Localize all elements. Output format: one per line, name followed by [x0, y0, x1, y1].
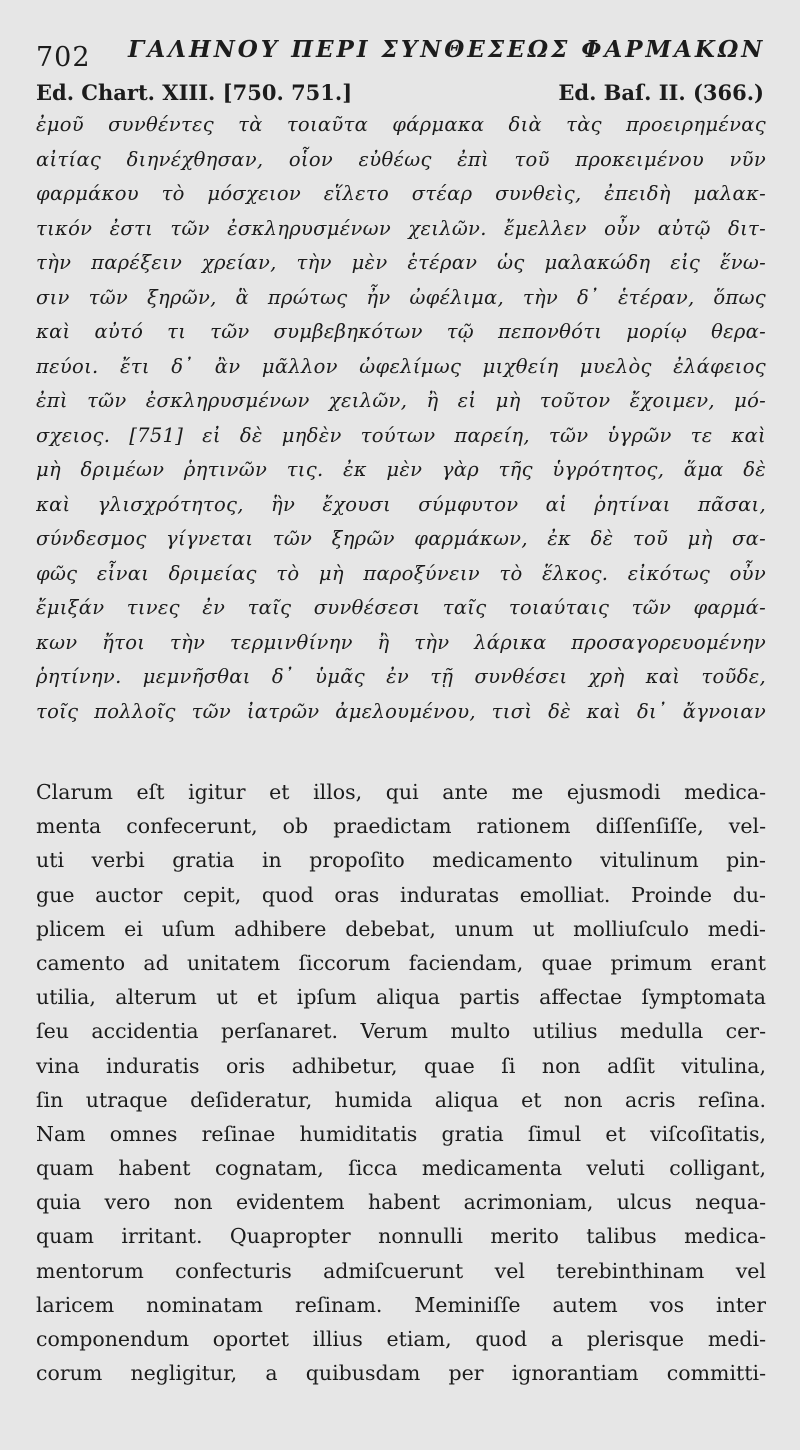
- latin-text-line: quia vero non evidentem habent acrimoniam, ulcus nequa-: [36, 1190, 766, 1215]
- greek-text-line: ῥητίνην. μεμνῆσθαι δ᾽ ὑμᾶς ἐν τῇ συνθέσει χρὴ καὶ τοῦδε,: [36, 665, 766, 688]
- latin-text-line: Clarum eſt igitur et illos, qui ante me ejusmodi medica-: [36, 780, 766, 804]
- book-title: ΓΑΛΗΝΟΥ ΠΕΡΙ ΣΥΝΘΕΣΕΩΣ ΦΑΡΜΑΚΩΝ: [128, 36, 766, 63]
- greek-text-line: καὶ γλισχρότητος, ἣν ἔχουσι σύμφυτον αἱ ῥητίναι πᾶσαι,: [36, 492, 766, 516]
- greek-text-line: ἐπὶ τῶν ἐσκληρυσμένων χειλῶν, ἢ εἰ μὴ τοῦτον ἔχοιμεν, μό-: [36, 389, 766, 412]
- greek-text-line: φῶς εἶναι δριμείας τὸ μὴ παροξύνειν τὸ ἕλκος. εἰκότως οὖν: [36, 561, 766, 585]
- greek-text-line: τοῖς πολλοῖς τῶν ἰατρῶν ἀμελουμένου, τισὶ δὲ καὶ δι᾽ ἄγνοιαν: [36, 699, 766, 723]
- greek-text-line: καὶ αὐτό τι τῶν συμβεβηκότων τῷ πεπονθότι μορίῳ θερα-: [36, 320, 766, 343]
- latin-text-line: utilia, alterum ut et ipſum aliqua partis affectae ſymptomata: [36, 985, 766, 1010]
- latin-text-line: quam habent cognatam, ſicca medicamenta veluti colligant,: [36, 1156, 766, 1181]
- greek-text-line: κων ἤτοι τὴν τερμινθίνην ἢ τὴν λάρικα προσαγορευομένην: [36, 630, 766, 654]
- latin-text-line: ſeu accidentia perſanaret. Verum multo utilius medulla cer-: [36, 1019, 766, 1044]
- greek-text-line: τικόν ἐστι τῶν ἐσκληρυσμένων χειλῶν. ἔμελλεν οὖν αὐτῷ διτ-: [36, 216, 766, 240]
- greek-text-line: φαρμάκου τὸ μόσχειον εἵλετο στέαρ συνθεὶς, ἐπειδὴ μαλακ-: [36, 182, 766, 205]
- latin-text-line: plicem ei uſum adhibere debebat, unum ut molliuſculo medi-: [36, 916, 766, 941]
- latin-text-line: corum negligitur, a quibusdam per ignorantiam committi-: [36, 1361, 766, 1386]
- latin-text-line: laricem nominatam reſinam. Meminiſſe autem vos inter: [36, 1292, 766, 1317]
- edition-basel: Ed. Baſ. II. (366.): [558, 80, 764, 105]
- latin-text-block: [36, 775, 766, 1390]
- page-number: 702: [36, 42, 91, 73]
- greek-text-line: τὴν παρέξειν χρείαν, τὴν μὲν ἑτέραν ὡς μαλακώδη εἰς ἕνω-: [36, 251, 766, 274]
- latin-text-line: quam irritant. Quapropter nonnulli merito talibus medica-: [36, 1224, 766, 1249]
- running-head: [36, 32, 766, 72]
- greek-text-line: σύνδεσμος γίγνεται τῶν ξηρῶν φαρμάκων, ἐκ δὲ τοῦ μὴ σα-: [36, 527, 766, 550]
- latin-text-line: ſin utraque deſideratur, humida aliqua et non acris reſina.: [36, 1087, 766, 1112]
- greek-text-block: [36, 108, 766, 729]
- latin-text-line: componendum oportet illius etiam, quod a plerisque medi-: [36, 1327, 766, 1351]
- latin-text-line: gue auctor cepit, quod oras induratas emolliat. Proinde du-: [36, 882, 766, 907]
- latin-text-line: menta confecerunt, ob praedictam rationem diſſenſiſſe, vel-: [36, 814, 766, 839]
- latin-text-line: camento ad unitatem ſiccorum faciendam, quae primum erant: [36, 950, 766, 975]
- edition-chartier: Ed. Chart. XIII. [750. 751.]: [36, 80, 353, 105]
- latin-text-line: vina induratis oris adhibetur, quae ſi non adſit vitulina,: [36, 1053, 766, 1078]
- greek-text-line: μὴ δριμέων ῥητινῶν τις. ἐκ μὲν γὰρ τῆς ὑγρότητος, ἅμα δὲ: [36, 458, 766, 481]
- greek-text-line: σχειος. [751] εἰ δὲ μηδὲν τούτων παρείη, τῶν ὑγρῶν τε καὶ: [36, 423, 766, 447]
- greek-text-line: πεύοι. ἔτι δ᾽ ἂν μᾶλλον ὠφελίμως μιχθείη μυελὸς ἐλάφειος: [36, 354, 766, 378]
- latin-text-line: uti verbi gratia in propoſito medicamento vitulinum pin-: [36, 848, 766, 873]
- edition-line: [36, 80, 764, 110]
- greek-text-line: ἔμιξάν τινες ἐν ταῖς συνθέσεσι ταῖς τοιαύταις τῶν φαρμά-: [36, 596, 766, 619]
- greek-text-line: αἰτίας διηνέχθησαν, οἷον εὐθέως ἐπὶ τοῦ προκειμένου νῦν: [36, 147, 766, 171]
- greek-text-line: ἐμοῦ συνθέντες τὰ τοιαῦτα φάρμακα διὰ τὰς προειρημένας: [36, 113, 766, 136]
- latin-text-line: mentorum confecturis admiſcuerunt vel terebinthinam vel: [36, 1258, 766, 1283]
- latin-text-line: Nam omnes reſinae humiditatis gratia ſimul et viſcoſitatis,: [36, 1121, 766, 1146]
- greek-text-line: σιν τῶν ξηρῶν, ἃ πρώτως ἦν ὠφέλιμα, τὴν δ᾽ ἑτέραν, ὅπως: [36, 285, 766, 309]
